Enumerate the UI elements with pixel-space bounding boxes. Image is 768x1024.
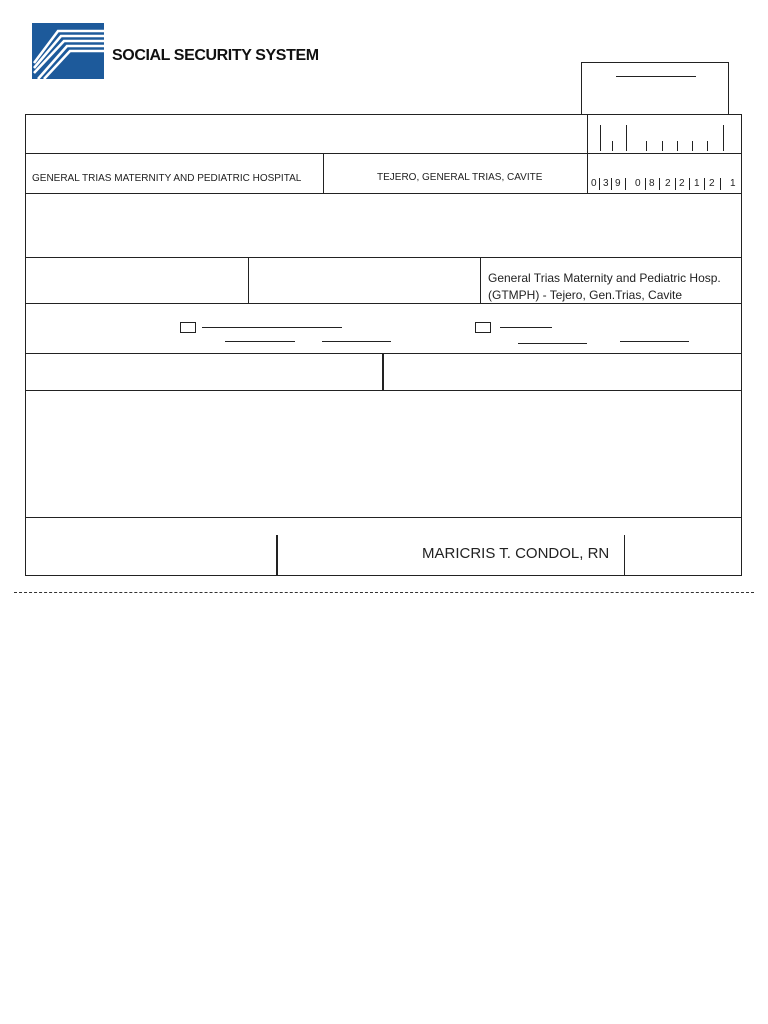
divider	[480, 257, 481, 303]
blank-line	[620, 341, 689, 342]
tick-mark	[600, 125, 601, 151]
stamp-box	[581, 62, 729, 114]
divider	[26, 390, 741, 391]
blank-line	[225, 341, 295, 342]
divider	[26, 257, 741, 258]
stamp-line	[616, 76, 696, 77]
number-digit: 2	[679, 178, 685, 189]
number-digit: 2	[665, 178, 671, 189]
hospital-number	[587, 178, 741, 192]
blank-line	[202, 327, 342, 328]
tick-mark	[646, 141, 647, 151]
org-name: SOCIAL SECURITY SYSTEM	[112, 47, 319, 64]
blank-line	[518, 343, 587, 344]
checkbox[interactable]	[475, 322, 491, 333]
number-digit: 8	[649, 178, 655, 189]
divider	[26, 153, 741, 154]
hospital-name: GENERAL TRIAS MATERNITY AND PEDIATRIC HOSPITAL	[32, 173, 302, 184]
hospital-address: TEJERO, GENERAL TRIAS, CAVITE	[377, 172, 543, 183]
divider	[323, 153, 324, 193]
number-digit: 0	[635, 178, 641, 189]
blank-line	[500, 327, 552, 328]
cut-line	[14, 592, 754, 593]
checkbox[interactable]	[180, 322, 196, 333]
tick-mark	[723, 125, 724, 151]
divider	[382, 353, 384, 390]
facility-line2: (GTMPH) - Tejero, Gen.Trias, Cavite	[488, 288, 683, 302]
signatory-name: MARICRIS T. CONDOL, RN	[422, 545, 610, 562]
tick-mark	[662, 141, 663, 151]
number-digit: 0	[591, 178, 597, 189]
tick-mark	[612, 141, 613, 151]
tick-mark	[707, 141, 708, 151]
divider	[26, 303, 741, 304]
divider	[248, 257, 249, 303]
number-digit: 3	[603, 178, 609, 189]
tick-mark	[626, 125, 627, 151]
facility-line1: General Trias Maternity and Pediatric Hosp.	[488, 271, 721, 285]
tick-mark	[692, 141, 693, 151]
blank-line	[322, 341, 391, 342]
number-digit: 2	[709, 178, 715, 189]
divider	[26, 517, 741, 518]
divider	[276, 535, 278, 575]
divider	[624, 535, 625, 575]
number-digit: 9	[615, 178, 621, 189]
number-digit: 1	[694, 178, 700, 189]
form-container	[25, 114, 742, 576]
divider	[26, 193, 741, 194]
sss-logo-icon	[32, 23, 104, 79]
tick-mark	[677, 141, 678, 151]
number-digit: 1	[730, 178, 736, 189]
